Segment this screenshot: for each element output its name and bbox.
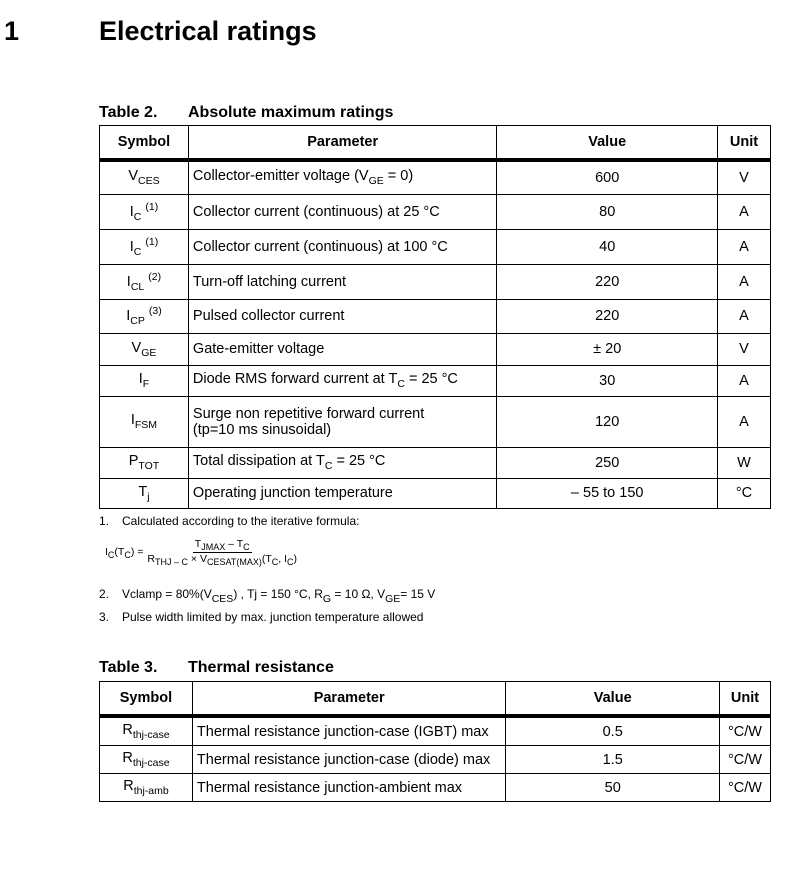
section-title: Electrical ratings bbox=[99, 16, 317, 46]
unit-cell: A bbox=[718, 229, 771, 264]
symbol-cell bbox=[100, 716, 193, 746]
note-text: = 15 V bbox=[400, 587, 436, 601]
param-text: Gate-emitter voltage bbox=[192, 341, 325, 357]
parameter-cell bbox=[188, 396, 496, 447]
symbol-cell bbox=[100, 264, 189, 299]
symbol-sub: j bbox=[147, 490, 150, 503]
table-row bbox=[100, 365, 771, 396]
unit-cell: °C/W bbox=[720, 716, 771, 746]
symbol-sub: TOT bbox=[138, 460, 160, 472]
note-1 bbox=[99, 514, 359, 528]
param-text: Turn-off latching current bbox=[192, 273, 347, 290]
header-unit: Unit bbox=[718, 126, 771, 161]
f-text: R bbox=[147, 553, 155, 565]
table-row bbox=[100, 478, 771, 508]
param-text: Collector-emitter voltage (V bbox=[192, 168, 369, 185]
param-text: = 0) bbox=[383, 168, 414, 185]
symbol-base: I bbox=[126, 273, 131, 290]
f-sub: JMAX bbox=[201, 542, 226, 552]
parameter-cell bbox=[188, 447, 496, 478]
note-number: 1. bbox=[99, 514, 110, 528]
parameter-cell bbox=[188, 264, 496, 299]
table-row bbox=[100, 299, 771, 333]
symbol-sub: CP bbox=[130, 315, 145, 327]
symbol-cell bbox=[100, 365, 189, 396]
symbol-note-ref: (1) bbox=[145, 200, 159, 213]
header-parameter: Parameter bbox=[192, 682, 505, 717]
symbol-cell bbox=[100, 229, 189, 264]
table3-label: Table 3. bbox=[99, 659, 158, 676]
param-text: Total dissipation at T bbox=[192, 453, 325, 469]
formula-numerator bbox=[193, 538, 252, 553]
f-text: , I bbox=[278, 553, 288, 565]
table-header-row bbox=[100, 126, 771, 161]
table-row bbox=[100, 333, 771, 365]
symbol-base: R bbox=[123, 778, 134, 794]
unit-cell: W bbox=[718, 447, 771, 478]
param-text: Operating junction temperature bbox=[192, 485, 393, 501]
table-header-row bbox=[100, 682, 771, 717]
table-row bbox=[100, 160, 771, 194]
unit-cell: V bbox=[718, 333, 771, 365]
note-2 bbox=[99, 587, 435, 605]
table-row bbox=[100, 774, 771, 802]
symbol-base: I bbox=[129, 203, 134, 220]
header-symbol: Symbol bbox=[100, 682, 193, 717]
table-row bbox=[100, 194, 771, 229]
table3-title: Thermal resistance bbox=[188, 659, 334, 676]
f-text: I bbox=[105, 545, 108, 558]
parameter-cell bbox=[188, 365, 496, 396]
value-cell: 80 bbox=[497, 194, 718, 229]
param-sub: GE bbox=[368, 175, 384, 188]
symbol-note-ref: (1) bbox=[145, 235, 159, 248]
table2-title: Absolute maximum ratings bbox=[188, 104, 394, 121]
table2-label: Table 2. bbox=[99, 104, 158, 121]
value-cell: 40 bbox=[497, 229, 718, 264]
parameter-cell: Thermal resistance junction-ambient max bbox=[192, 774, 505, 802]
header-symbol: Symbol bbox=[100, 126, 189, 161]
parameter-cell bbox=[188, 333, 496, 365]
value-cell: 220 bbox=[497, 264, 718, 299]
symbol-base: I bbox=[130, 412, 135, 428]
f-text: T bbox=[194, 538, 202, 550]
symbol-cell bbox=[100, 299, 189, 333]
param-text: Surge non repetitive forward current bbox=[192, 405, 425, 422]
symbol-note-ref: (2) bbox=[148, 270, 162, 283]
unit-cell: A bbox=[718, 299, 771, 333]
note-sub: GE bbox=[385, 593, 401, 605]
symbol-base: V bbox=[128, 168, 138, 185]
table-row bbox=[100, 229, 771, 264]
unit-cell: A bbox=[718, 264, 771, 299]
note-3 bbox=[99, 610, 423, 624]
f-sub: C bbox=[287, 557, 294, 567]
symbol-cell bbox=[100, 333, 189, 365]
absolute-maximum-ratings-table bbox=[99, 125, 771, 509]
header-parameter: Parameter bbox=[188, 126, 496, 161]
symbol-cell bbox=[100, 746, 193, 774]
parameter-cell: Thermal resistance junction-case (IGBT) max bbox=[192, 716, 505, 746]
unit-cell: °C/W bbox=[720, 774, 771, 802]
value-cell: 250 bbox=[497, 447, 718, 478]
symbol-cell bbox=[100, 774, 193, 802]
param-text: Pulsed collector current bbox=[192, 308, 345, 324]
param-sub: C bbox=[324, 460, 333, 472]
formula-fraction bbox=[147, 538, 297, 567]
value-cell: 120 bbox=[497, 396, 718, 447]
note-sub: G bbox=[322, 593, 332, 605]
thermal-resistance-table bbox=[99, 681, 771, 802]
note-text: Calculated according to the iterative formula: bbox=[122, 514, 360, 528]
unit-cell: A bbox=[718, 365, 771, 396]
param-text: Collector current (continuous) at 100 °C bbox=[192, 238, 448, 255]
unit-cell: °C bbox=[718, 478, 771, 508]
symbol-sub: thj-case bbox=[132, 757, 170, 769]
symbol-cell bbox=[100, 194, 189, 229]
symbol-base: I bbox=[138, 371, 143, 387]
param-text: Diode RMS forward current at T bbox=[192, 371, 398, 387]
formula-lhs bbox=[105, 546, 143, 560]
unit-cell: °C/W bbox=[720, 746, 771, 774]
param-text: (tp=10 ms sinusoidal) bbox=[192, 421, 332, 438]
unit-cell: A bbox=[718, 194, 771, 229]
f-sub: C bbox=[243, 542, 250, 552]
symbol-sub: thj-case bbox=[132, 729, 170, 741]
f-sub: C bbox=[107, 549, 115, 560]
table-row bbox=[100, 264, 771, 299]
value-cell: – 55 to 150 bbox=[497, 478, 718, 508]
symbol-cell bbox=[100, 478, 189, 508]
f-text: (T bbox=[114, 545, 125, 558]
header-unit: Unit bbox=[720, 682, 771, 717]
f-sub: C bbox=[271, 557, 279, 567]
param-text: = 25 °C bbox=[404, 371, 458, 387]
unit-cell: A bbox=[718, 396, 771, 447]
value-cell: 1.5 bbox=[506, 746, 720, 774]
symbol-base: R bbox=[122, 750, 133, 766]
symbol-base: I bbox=[126, 308, 131, 324]
f-text: (T bbox=[261, 553, 272, 565]
value-cell: 220 bbox=[497, 299, 718, 333]
f-text: ) bbox=[293, 553, 298, 565]
symbol-sub: F bbox=[142, 378, 150, 390]
parameter-cell bbox=[188, 478, 496, 508]
table3-caption bbox=[99, 659, 334, 677]
header-value: Value bbox=[497, 126, 718, 161]
header-value: Value bbox=[506, 682, 720, 717]
parameter-cell bbox=[188, 160, 496, 194]
value-cell: 0.5 bbox=[506, 716, 720, 746]
table2-caption bbox=[99, 104, 393, 122]
symbol-sub: CL bbox=[130, 280, 145, 293]
symbol-base: I bbox=[129, 238, 134, 255]
table-row bbox=[100, 396, 771, 447]
symbol-base: P bbox=[128, 453, 139, 469]
value-cell: ± 20 bbox=[497, 333, 718, 365]
symbol-sub: FSM bbox=[134, 419, 158, 431]
f-sub: CESAT(MAX) bbox=[206, 557, 262, 567]
symbol-base: V bbox=[131, 339, 142, 356]
f-sub: THJ – C bbox=[154, 557, 188, 567]
symbol-cell bbox=[100, 160, 189, 194]
note-number: 3. bbox=[99, 610, 110, 624]
section-number: 1 bbox=[4, 16, 20, 46]
value-cell: 50 bbox=[506, 774, 720, 802]
symbol-cell bbox=[100, 447, 189, 478]
note-sub: CES bbox=[211, 593, 234, 605]
param-text: = 25 °C bbox=[332, 453, 386, 469]
param-sub: C bbox=[397, 378, 405, 390]
unit-cell: V bbox=[718, 160, 771, 194]
table-row bbox=[100, 447, 771, 478]
iterative-formula bbox=[105, 538, 297, 567]
note-text: = 10 Ω, V bbox=[331, 587, 386, 601]
note-text: Pulse width limited by max. junction temperature allowed bbox=[122, 610, 424, 624]
symbol-base: T bbox=[138, 483, 148, 500]
symbol-sub: CES bbox=[138, 175, 160, 188]
symbol-note-ref: (3) bbox=[148, 305, 162, 317]
note-text: Vclamp = 80%(V bbox=[122, 587, 212, 601]
note-number: 2. bbox=[99, 587, 110, 601]
symbol-sub: C bbox=[133, 245, 142, 258]
f-text: – T bbox=[225, 538, 244, 550]
parameter-cell bbox=[188, 194, 496, 229]
symbol-cell bbox=[100, 396, 189, 447]
f-sub: C bbox=[124, 549, 131, 560]
note-text: ) , Tj = 150 °C, R bbox=[233, 587, 323, 601]
symbol-sub: C bbox=[133, 210, 142, 223]
table-row bbox=[100, 716, 771, 746]
f-text: ) = bbox=[130, 545, 144, 558]
formula-denominator bbox=[147, 553, 297, 567]
table-row bbox=[100, 746, 771, 774]
param-text: Collector current (continuous) at 25 °C bbox=[192, 203, 440, 220]
parameter-cell bbox=[188, 299, 496, 333]
parameter-cell: Thermal resistance junction-case (diode) max bbox=[192, 746, 505, 774]
parameter-cell bbox=[188, 229, 496, 264]
value-cell: 30 bbox=[497, 365, 718, 396]
symbol-base: R bbox=[122, 722, 133, 738]
symbol-sub: thj-amb bbox=[133, 785, 169, 797]
f-text: × V bbox=[188, 553, 207, 565]
symbol-sub: GE bbox=[141, 346, 157, 359]
value-cell: 600 bbox=[497, 160, 718, 194]
